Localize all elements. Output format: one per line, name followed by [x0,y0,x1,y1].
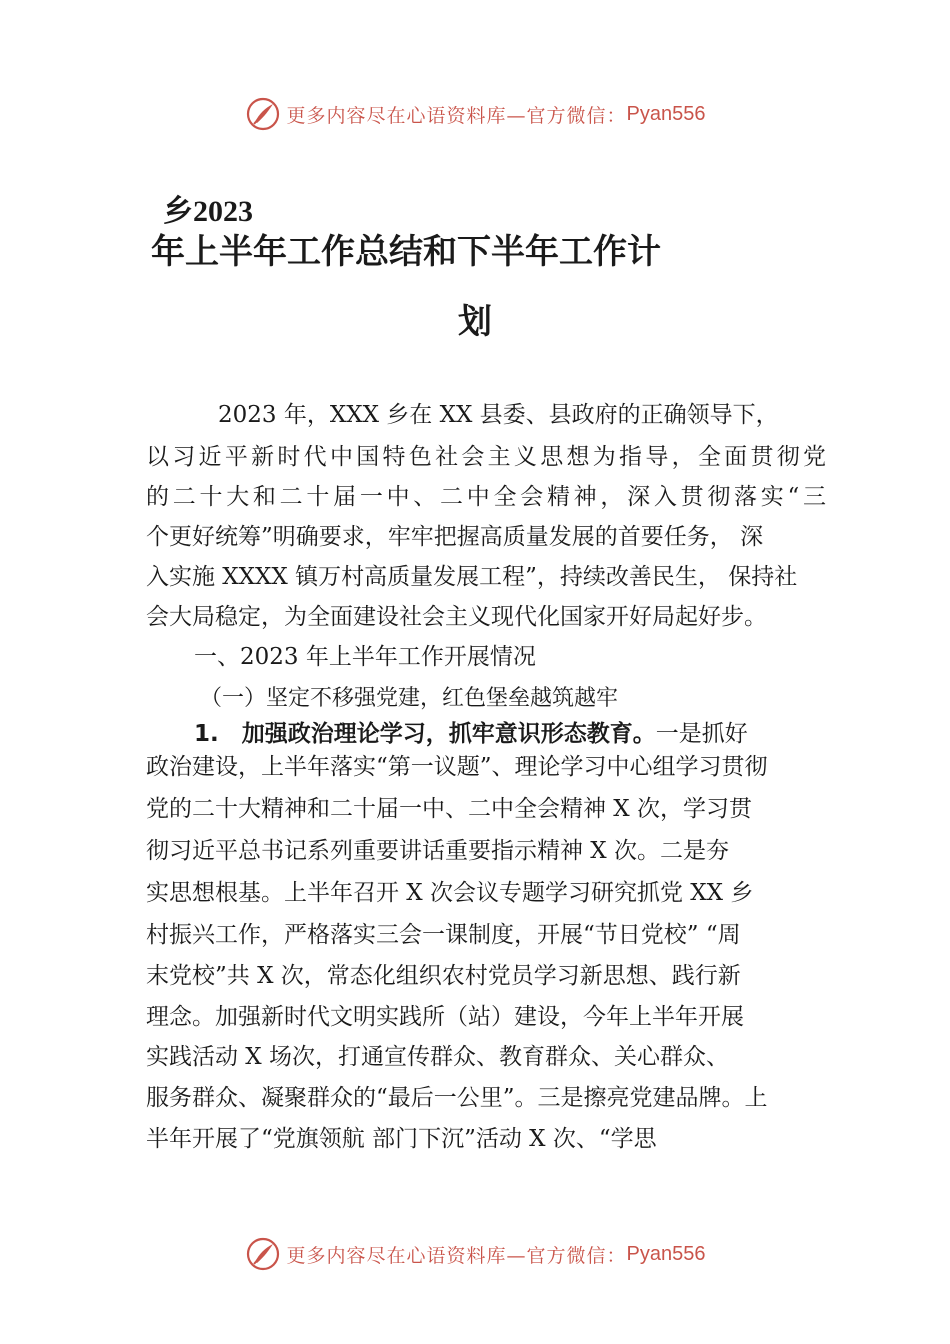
banner-text: 更多内容尽在心语资料库—官方微信： [286,1244,627,1267]
item-heading: 1. 加强政治理论学习，抓牢意识形态教育。 [194,721,656,747]
banner-text: 更多内容尽在心语资料库—官方微信： [286,104,627,127]
item-first-line [194,717,874,751]
intro-line: 个更好统筹”明确要求，牢牢把握高质量发展的首要任务， 深 [146,524,764,550]
quill-seal-icon [245,1236,281,1272]
intro-line: 会大局稳定，为全面建设社会主义现代化国家开好局起好步。 [146,604,767,630]
body-line: 党的二十大精神和二十届一中、二中全会精神 X 次，学习贯 [146,796,752,822]
subsection-heading: （一）坚定不移强党建，红色堡垒越筑越牢 [200,686,619,711]
header-banner [0,94,950,134]
document-title-line2: 划 [458,302,492,342]
body-line: 末党校”共 X 次，常态化组织农村党员学习新思想、践行新 [146,963,741,989]
item-text: 一是抓好 [655,721,748,747]
intro-line: 2023 年，XXX 乡在 XX 县委、县政府的正确领导下， [218,402,779,428]
intro-line: 入实施 XXXX 镇万村高质量发展工程”，持续改善民生， 保持社 [146,564,798,590]
document-title-line1: 年上半年工作总结和下半年工作计 [151,232,661,272]
body-line: 实思想根基。上半年召开 X 次会议专题学习研究抓党 XX 乡 [146,880,754,906]
body-line: 政治建设，上半年落实“第一议题”、理论学习中心组学习贯彻 [146,754,768,780]
body-line: 服务群众、凝聚群众的“最后一公里”。三是擦亮党建品牌。上 [146,1085,768,1111]
quill-seal-icon [245,96,281,132]
body-line: 半年开展了“党旗领航 部门下沉”活动 X 次、“学思 [146,1126,657,1152]
footer-banner [0,1234,950,1274]
body-line: 实践活动 X 场次，打通宣传群众、教育群众、关心群众、 [146,1044,729,1070]
title-prefix: 乡2023 [163,195,253,228]
section-heading: 一、2023 年上半年工作开展情况 [194,644,536,670]
banner-wechat-id: Pyan556 [626,102,706,125]
intro-line: 的二十大和二十届一中、二中全会精神，深入贯彻落实“三 [146,484,826,510]
body-line: 彻习近平总书记系列重要讲话重要指示精神 X 次。二是夯 [146,838,729,864]
intro-line: 以习近平新时代中国特色社会主义思想为指导，全面贯彻党 [146,444,826,470]
body-line: 理念。加强新时代文明实践所（站）建设，今年上半年开展 [146,1004,744,1030]
banner-wechat-id: Pyan556 [626,1242,706,1265]
body-line: 村振兴工作，严格落实三会一课制度，开展“节日党校” “周 [146,922,741,948]
